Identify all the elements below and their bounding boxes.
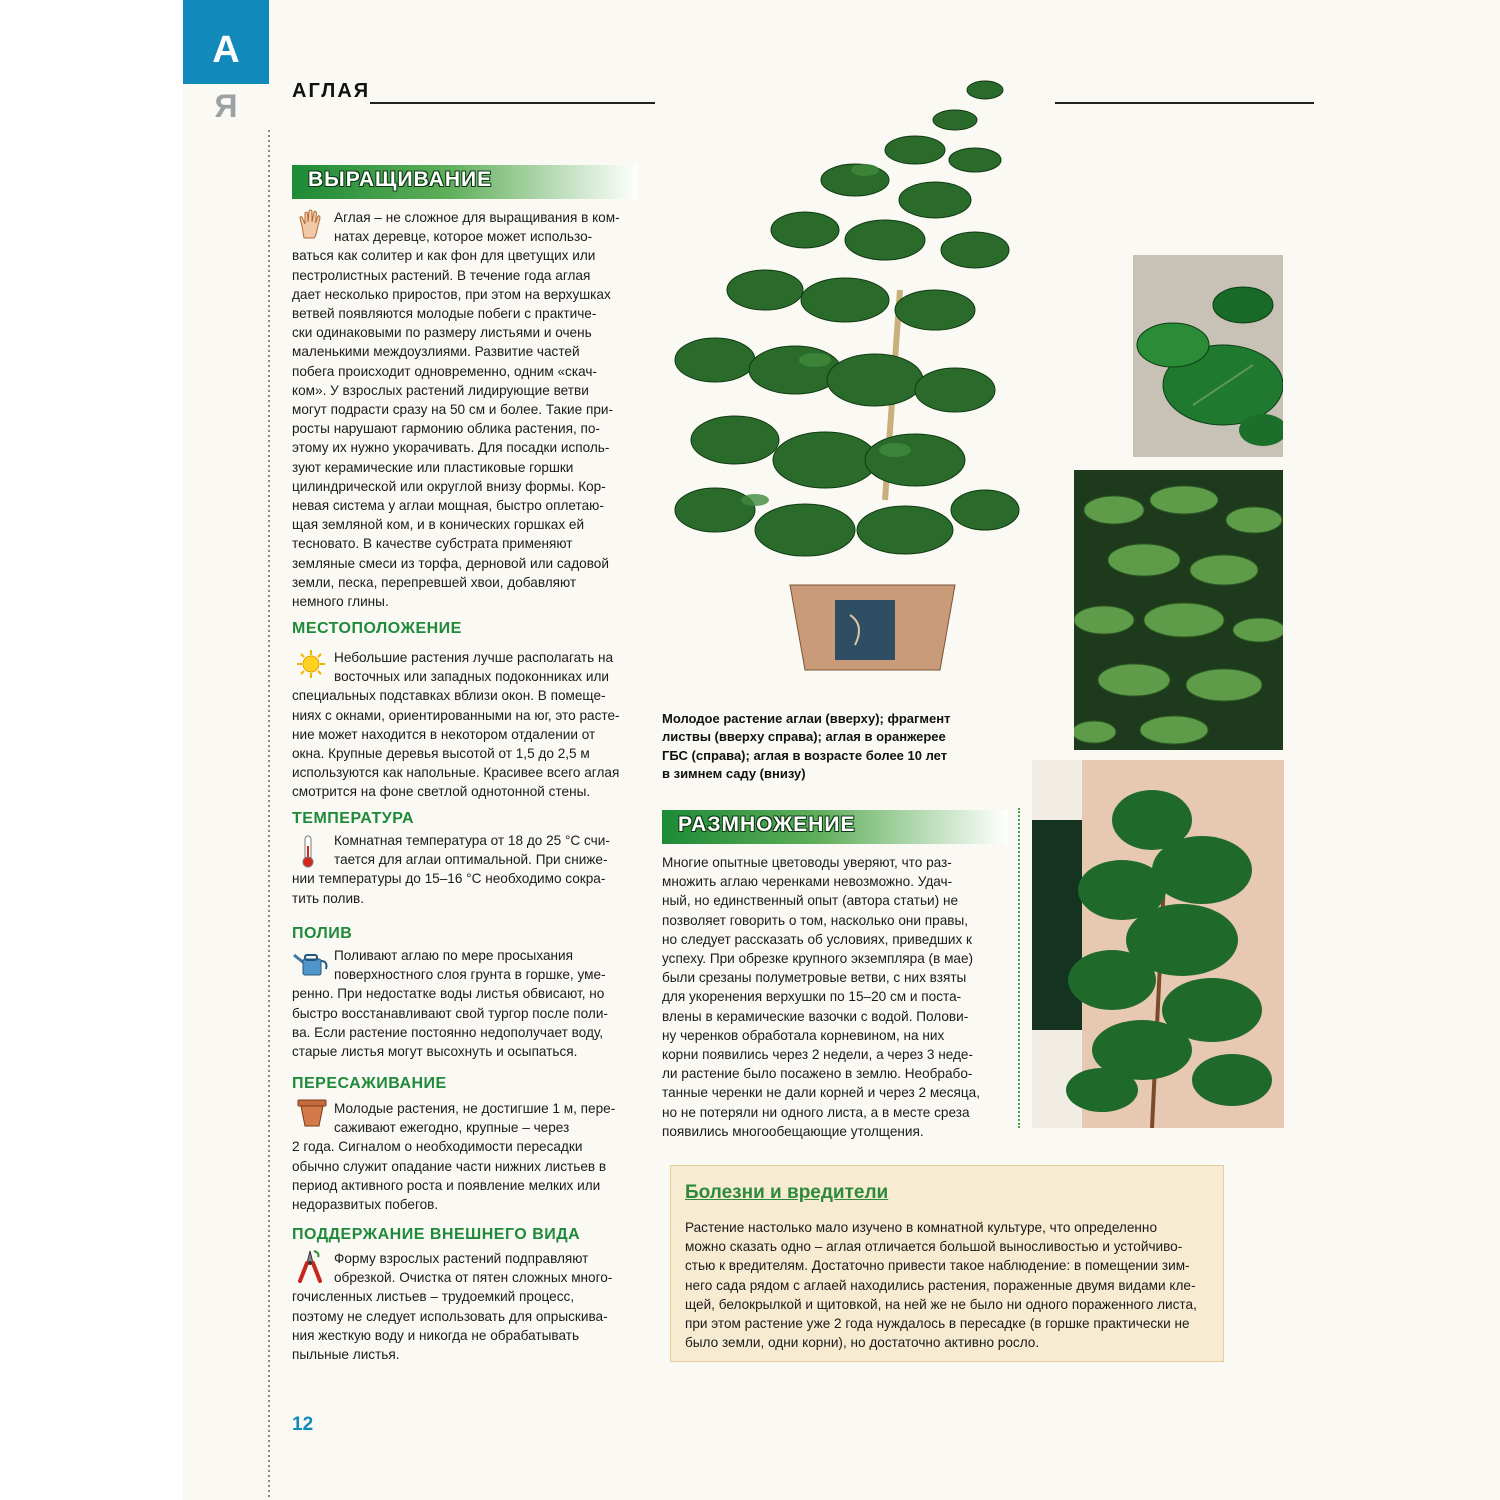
temperature-text: Комнатная температура от 18 до 25 °С счи- тается для аглаи оптимальной. При сниже- нии температуры до 15–16 °С необходимо сокра- тить полив. (292, 833, 610, 906)
transplant-text: Молодые растения, не достигшие 1 м, пере- саживают ежегодно, крупные – через 2 года. Сигналом о необходимости пересадки обычно служит опадание части нижних листьев в период активного роста и появление мелких или недоразвитых побегов. (292, 1101, 616, 1213)
main-plant-photo (655, 60, 1055, 690)
propagation-heading: РАЗМНОЖЕНИЕ (678, 813, 856, 836)
growing-heading: ВЫРАЩИВАНИЕ (308, 168, 493, 191)
pests-heading: Болезни и вредители (685, 1182, 889, 1203)
transplant-heading: ПЕРЕСАЖИВАНИЕ (292, 1075, 447, 1092)
greenhouse-photo (1074, 470, 1283, 750)
growing-text: Аглая – не сложное для выращивания в ком- натах деревце, которое может использо- ваться как солитер и как фон для цветущих или пестролистных растений. В течение года аглая дает несколько приростов, при этом на верхушках ветвей появляются молодые побеги с практиче- ски одинаковыми по размеру листьями и очень маленькими междоузлиями. Развитие частей побега происходит одновременно, одним «скач- ком». У взрослых растений лидирующие ветви могут подрасти сразу на 50 см и более. Такие при- росты нарушают гармонию облика растения, по- этому их нужно укорачивать. Для посадки исполь- зуют керамические или пластиковые горшки цилиндрической или округлой внизу формы. Кор- невая система у аглаи мощная, быстро оплетаю- щая земляной ком, и в конических горшках ей тесновато. В качестве субстрата применяют земляные смеси из торфа, дерновой или садовой земли, песка, перепревшей хвои, добавляют немного глины. (292, 210, 620, 610)
growing-heading-band (292, 165, 638, 199)
index-tab-letter-ya[interactable]: Я (214, 88, 238, 124)
leaf-closeup-photo (1133, 255, 1283, 457)
page-title: АГЛАЯ (292, 80, 371, 102)
location-heading: МЕСТОПОЛОЖЕНИЕ (292, 620, 462, 637)
title-rule-right (1046, 102, 1314, 104)
watering-text: Поливают аглаю по мере просыхания поверхностного слоя грунта в горшке, уме- ренно. При недостатке воды листья обвисают, но быстро восстанавливают свой тургор после поли- ва. Если растение постоянно недополучает воду, старые листья могут высохнуть и осыпаться. (292, 948, 608, 1060)
location-text: Небольшие растения лучше располагать на восточных или западных подоконниках или специальных подставках вблизи окон. В помеще- ниях с окнами, ориентированными на юг, это расте- ние может находится в некотором отдалении от окна. Крупные деревья высотой от 1,5 до 2,5 м используются как напольные. Красивее всего аглая смотрится на фоне светлой однотонной стены. (292, 650, 620, 800)
pests-box (670, 1165, 1224, 1362)
winter-garden-photo (1032, 760, 1284, 1128)
propagation-dotted-rule (1018, 808, 1020, 1128)
care-text: Форму взрослых растений подправляют обрезкой. Очистка от пятен сложных много- гочисленных листьев – трудоемкий процесс, поэтому не следует использовать для опрыскива- ния жесткую воду и никогда не обрабатывать пыльные листья. (292, 1251, 613, 1363)
watering-heading: ПОЛИВ (292, 925, 353, 942)
propagation-heading-band (662, 810, 1008, 844)
photo-caption: Молодое растение аглаи (вверху); фрагмент листвы (вверху справа); аглая в оранжерее ГБС (справа); аглая в возрасте более 10 лет в зимнем саду (внизу) (662, 711, 951, 781)
propagation-text: Многие опытные цветоводы уверяют, что раз- множить аглаю черенками невозможно. Удач- ный, но единственный опыт (автора статьи) не позволяет говорить о том, насколько они правы, но следует рассказать об условиях, приведших к успеху. При обрезке крупного экземпляра (в мае) были срезаны полуметровые ветви, с них взяты для укоренения верхушки по 15–20 см и поста- влены в керамические вазочки с водой. Полови- ну черенков обработала корневином, на них корни появились через 2 недели, а через 3 неде- ли растение было посажено в землю. Необрабо- танные черенки не дали корней и через 2 месяца, но не потеряли ни одного листа, а в месте среза появились многообещающие утолщения. (662, 855, 981, 1139)
temperature-heading: ТЕМПЕРАТУРА (292, 810, 415, 827)
page-edge-rule (268, 130, 270, 1500)
index-tab-letter-a[interactable]: А (183, 0, 269, 84)
page-number: 12 (292, 1414, 314, 1435)
care-heading: ПОДДЕРЖАНИЕ ВНЕШНЕГО ВИДА (292, 1226, 581, 1243)
pests-text: Растение настолько мало изучено в комнатной культуре, что определенно можно сказать одно – аглая отличается большой выносливостью и устойчиво- стью к вредителям. Достаточно привести такое наблюдение: в помещении зим- него сада рядом с аглаей находились растения, пораженные двумя видами кле- щей, белокрылкой и щитовкой, на ней же не было ни одного пораженного листа, при этом растение уже 2 года нуждалось в пересадке (в горшке практически не было земли, одни корни), но достаточно активно росло. (685, 1220, 1197, 1351)
